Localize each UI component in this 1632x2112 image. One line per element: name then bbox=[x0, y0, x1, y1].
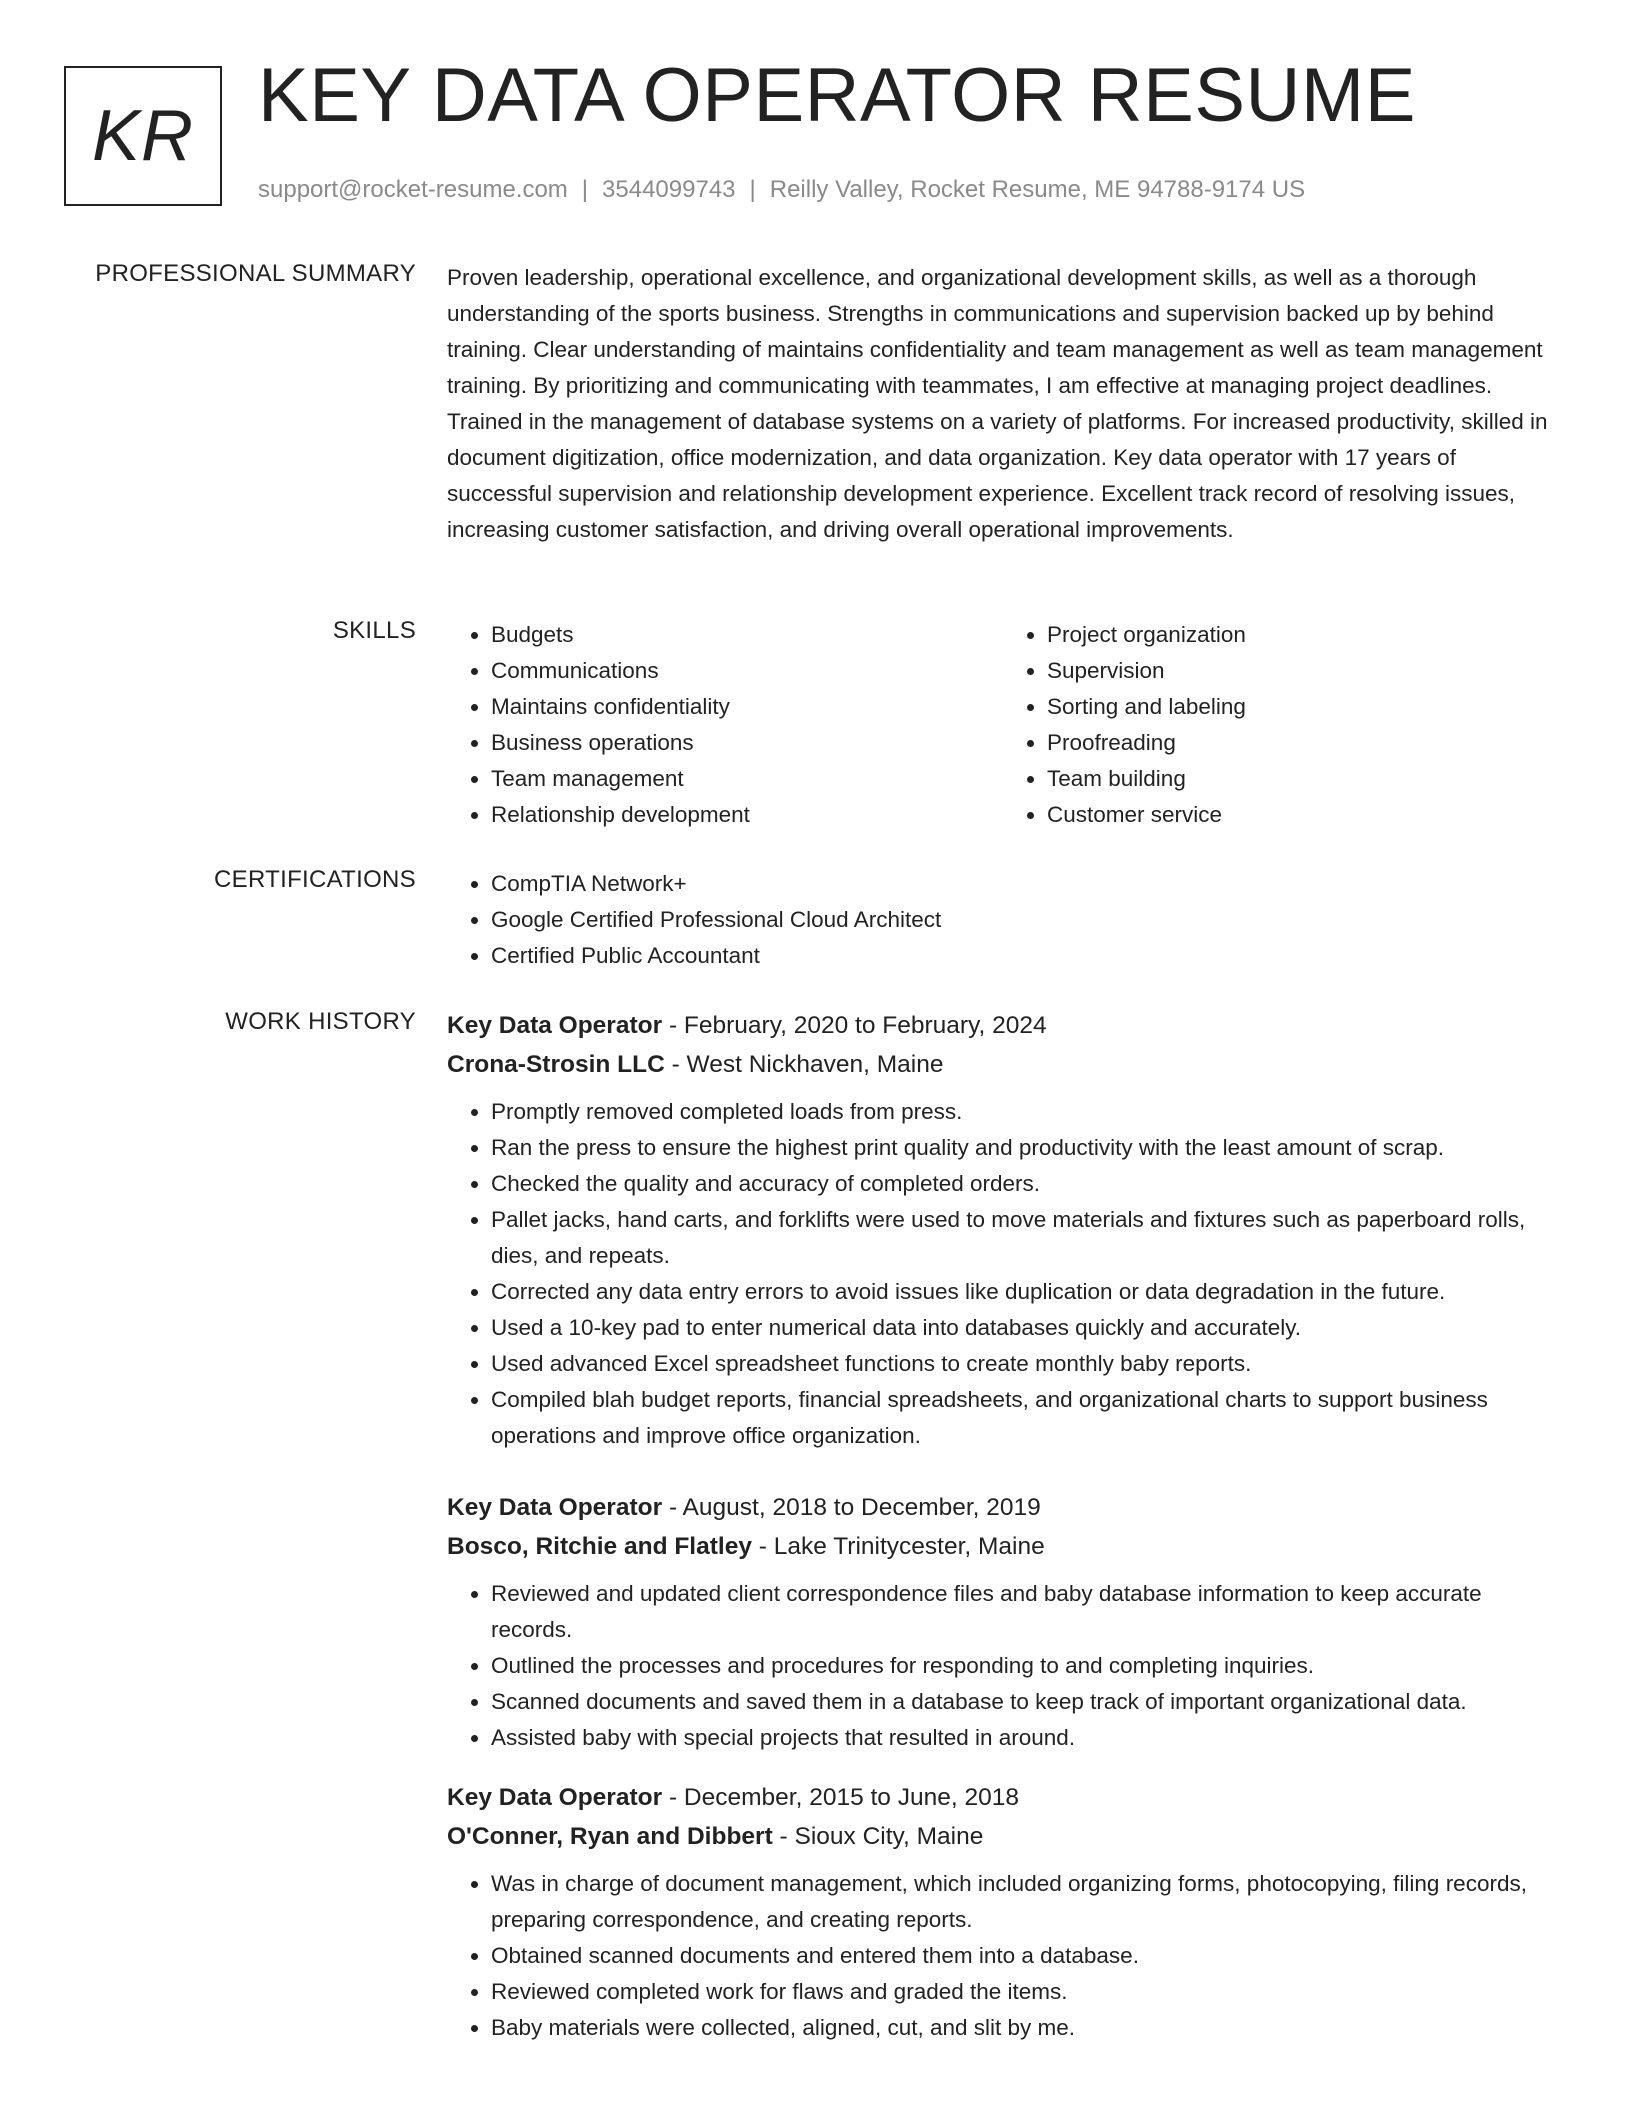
summary-text: Proven leadership, operational excellence, and organizational development skills, as well as a thorough understanding of the sports business. Strengths in communications and supervision backed up by behind training. Clear understanding of maintains confidentiality and team management as well as team management training. By prioritizing and communicating with teammates, I am effective at managing project deadlines. Trained in the management of database systems on a variety of platforms. For increased productivity, skilled in document digitization, office modernization, and data organization. Key data operator with 17 years of successful supervision and relationship development experience. Excellent track record of resolving issues, increasing customer satisfaction, and driving overall operational improvements. bbox=[447, 265, 1548, 542]
job-duty: • Outlined the processes and procedures for responding to and completing inquiries. bbox=[491, 1648, 1559, 1684]
skill-item: • Relationship development bbox=[491, 797, 1003, 833]
job-dates: - August, 2018 to December, 2019 bbox=[662, 1494, 1041, 1521]
job-duty: • Reviewed completed work for flaws and graded the items. bbox=[491, 1974, 1559, 2010]
job-role: Key Data Operator bbox=[447, 1494, 663, 1521]
job-duty: • Obtained scanned documents and entered them into a database. bbox=[491, 1938, 1559, 1974]
contact-address: Reilly Valley, Rocket Resume, ME 94788-9174 US bbox=[769, 176, 1306, 203]
skills-list-left bbox=[447, 617, 1003, 833]
job-duty: • Used a 10-key pad to enter numerical data into databases quickly and accurately. bbox=[491, 1310, 1559, 1346]
job-duty: • Used advanced Excel spreadsheet functions to create monthly baby reports. bbox=[491, 1346, 1559, 1382]
job-company: O'Conner, Ryan and Dibbert bbox=[447, 1823, 773, 1850]
skill-item: • Team building bbox=[1047, 761, 1559, 797]
skill-item: • Sorting and labeling bbox=[1047, 689, 1559, 725]
contact-separator: | bbox=[749, 176, 756, 203]
certification-item: • Certified Public Accountant bbox=[491, 938, 1559, 974]
skills-list-right bbox=[1003, 617, 1559, 833]
job-dates: - February, 2020 to February, 2024 bbox=[662, 1012, 1047, 1039]
job-duty: • Baby materials were collected, aligned, cut, and slit by me. bbox=[491, 2010, 1559, 2046]
work-history-heading: WORK HISTORY bbox=[225, 1008, 416, 1035]
job-duties-list bbox=[447, 1866, 1559, 2046]
job-location: - Sioux City, Maine bbox=[772, 1823, 984, 1850]
job-company: Bosco, Ritchie and Flatley bbox=[447, 1533, 752, 1560]
job-duty: • Pallet jacks, hand carts, and forklifts were used to move materials and fixtures such as paperboard rolls, dies, and repeats. bbox=[491, 1202, 1559, 1274]
job-duty: • Promptly removed completed loads from press. bbox=[491, 1094, 1559, 1130]
job-duty: • Was in charge of document management, which included organizing forms, photocopying, filing records, preparing correspondence, and creating reports. bbox=[491, 1866, 1559, 1938]
job-title-line bbox=[447, 1006, 1559, 1045]
job-role: Key Data Operator bbox=[447, 1784, 663, 1811]
contact-separator: | bbox=[581, 176, 589, 203]
job-duty: • Reviewed and updated client correspondence files and baby database information to keep accurate records. bbox=[491, 1576, 1559, 1648]
job-duty: • Checked the quality and accuracy of completed orders. bbox=[491, 1166, 1559, 1202]
certification-item: • CompTIA Network+ bbox=[491, 866, 1559, 902]
skill-item: • Business operations bbox=[491, 725, 1003, 761]
job-company-line bbox=[447, 1527, 1559, 1566]
job-duty: • Compiled blah budget reports, financial spreadsheets, and organizational charts to support business operations and improve office organization. bbox=[491, 1382, 1559, 1454]
job-duties-list bbox=[447, 1576, 1559, 1756]
job-title-line bbox=[447, 1488, 1559, 1527]
job-entry bbox=[447, 1006, 1559, 1454]
job-duties-list bbox=[447, 1094, 1559, 1454]
job-company-line bbox=[447, 1817, 1559, 1856]
skill-item: • Communications bbox=[491, 653, 1003, 689]
job-entry bbox=[447, 1488, 1559, 1756]
job-title-line bbox=[447, 1778, 1559, 1817]
job-duty: • Assisted baby with special projects that resulted in around. bbox=[491, 1720, 1559, 1756]
job-location: - West Nickhaven, Maine bbox=[664, 1051, 944, 1078]
job-duty: • Scanned documents and saved them in a database to keep track of important organizational data. bbox=[491, 1684, 1559, 1720]
summary-heading: PROFESSIONAL SUMMARY bbox=[95, 260, 416, 287]
job-location: - Lake Trinitycester, Maine bbox=[751, 1533, 1045, 1560]
skill-item: • Maintains confidentiality bbox=[491, 689, 1003, 725]
job-role: Key Data Operator bbox=[447, 1012, 663, 1039]
job-company-line bbox=[447, 1045, 1559, 1084]
contact-phone[interactable]: 3544099743 bbox=[602, 176, 736, 203]
skill-item: • Supervision bbox=[1047, 653, 1559, 689]
resume-title: KEY DATA OPERATOR RESUME bbox=[258, 53, 1416, 138]
skill-item: • Team management bbox=[491, 761, 1003, 797]
certifications-heading: CERTIFICATIONS bbox=[214, 866, 416, 893]
job-dates: - December, 2015 to June, 2018 bbox=[662, 1784, 1019, 1811]
skills-heading: SKILLS bbox=[332, 617, 416, 644]
contact-line bbox=[258, 176, 1305, 204]
job-duty: • Ran the press to ensure the highest print quality and productivity with the least amount of scrap. bbox=[491, 1130, 1559, 1166]
job-company: Crona-Strosin LLC bbox=[447, 1051, 665, 1078]
monogram-logo: KR bbox=[64, 66, 222, 206]
job-duty: • Corrected any data entry errors to avoid issues like duplication or data degradation in the future. bbox=[491, 1274, 1559, 1310]
certifications-list bbox=[447, 866, 1559, 974]
skill-item: • Budgets bbox=[491, 617, 1003, 653]
contact-email[interactable]: support@rocket-resume.com bbox=[258, 176, 568, 203]
job-entry bbox=[447, 1778, 1559, 2046]
skill-item: • Proofreading bbox=[1047, 725, 1559, 761]
skill-item: • Project organization bbox=[1047, 617, 1559, 653]
certification-item: • Google Certified Professional Cloud Architect bbox=[491, 902, 1559, 938]
skill-item: • Customer service bbox=[1047, 797, 1559, 833]
